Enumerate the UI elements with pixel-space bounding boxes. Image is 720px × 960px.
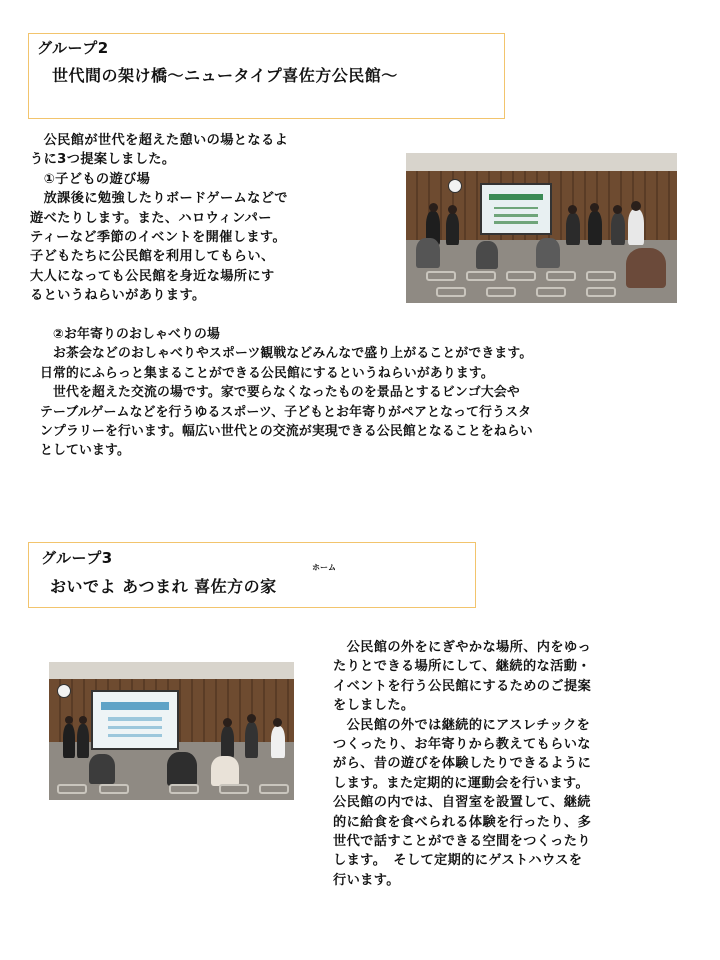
text-line: うに3つ提案しました。 — [30, 152, 176, 168]
text-line: します。また定期的に運動会を行います。 — [333, 775, 590, 791]
text-line: 遊べたりします。また、ハロウィンパー — [30, 210, 272, 226]
text-line: 公民館が世代を超えた憩いの場となるよ — [30, 133, 289, 148]
text-line: 放課後に勉強したりボードゲームなどで — [30, 191, 288, 207]
text-line: します。 そして定期的にゲストハウスを — [333, 853, 583, 869]
text-line: ンプラリーを行います。幅広い世代との交流が実現できる公民館となることをねらい — [40, 424, 533, 440]
text-line: 世代を超えた交流の場です。家で要らなくなったものを景品とするビンゴ大会や — [40, 385, 520, 401]
text-line: をしました。 — [333, 698, 415, 714]
text-line: 子どもたちに公民館を利用してもらい、 — [30, 249, 275, 265]
text-line: 大人になっても公民館を身近な場所にす — [30, 268, 275, 284]
group3-title: おいでよ あつまれ 喜佐方の家 — [50, 577, 277, 596]
text-line: 日常的にふらっと集まることができる公民館にするというねらいがあります。 — [40, 365, 494, 381]
text-line: お茶会などのおしゃべりやスポーツ観戦などみんなで盛り上がることができます。 — [40, 346, 533, 362]
text-line: たりとできる場所にして、継続的な活動・ — [333, 659, 591, 675]
group2-body-top — [30, 131, 288, 306]
group3-label: グループ3 — [41, 549, 113, 567]
group3-body — [333, 638, 591, 890]
text-line: テーブルゲームなどを行うゆるスポーツ、子どもとお年寄りがペアとなって行うスタ — [40, 404, 532, 420]
group2-label: グループ2 — [37, 39, 109, 57]
group3-presentation-photo — [49, 662, 294, 800]
text-line: ティーなど季節のイベントを開催します。 — [30, 230, 287, 246]
text-line: イベントを行う公民館にするためのご提案 — [333, 678, 592, 694]
text-line: 公民館の内では、自習室を設置して、継続 — [333, 795, 591, 811]
text-line: 公民館の外をにぎやかな場所、内をゆっ — [333, 640, 592, 655]
group3-title-ruby: ホーム — [312, 563, 336, 572]
text-line: としています。 — [40, 443, 130, 459]
text-line: ②お年寄りのおしゃべりの場 — [40, 327, 220, 342]
text-line: がら、昔の遊びを体験したりできるように — [333, 756, 592, 772]
text-line: つくったり、お年寄りから教えてもらいな — [333, 737, 591, 753]
group2-title: 世代間の架け橋〜ニュータイプ喜佐方公民館〜 — [52, 66, 398, 85]
text-line: るというねらいがあります。 — [30, 288, 206, 304]
text-line: 公民館の外では継続的にアスレチックを — [333, 717, 591, 733]
text-line: 的に給食を食べられる体験を行ったり、多 — [333, 814, 592, 830]
group2-presentation-photo — [406, 153, 677, 303]
text-line: 行います。 — [333, 872, 400, 888]
text-line: 世代で話すことができる空間をつくったり — [333, 834, 591, 850]
text-line: ①子どもの遊び場 — [30, 171, 151, 187]
group2-body-bottom — [40, 325, 533, 461]
